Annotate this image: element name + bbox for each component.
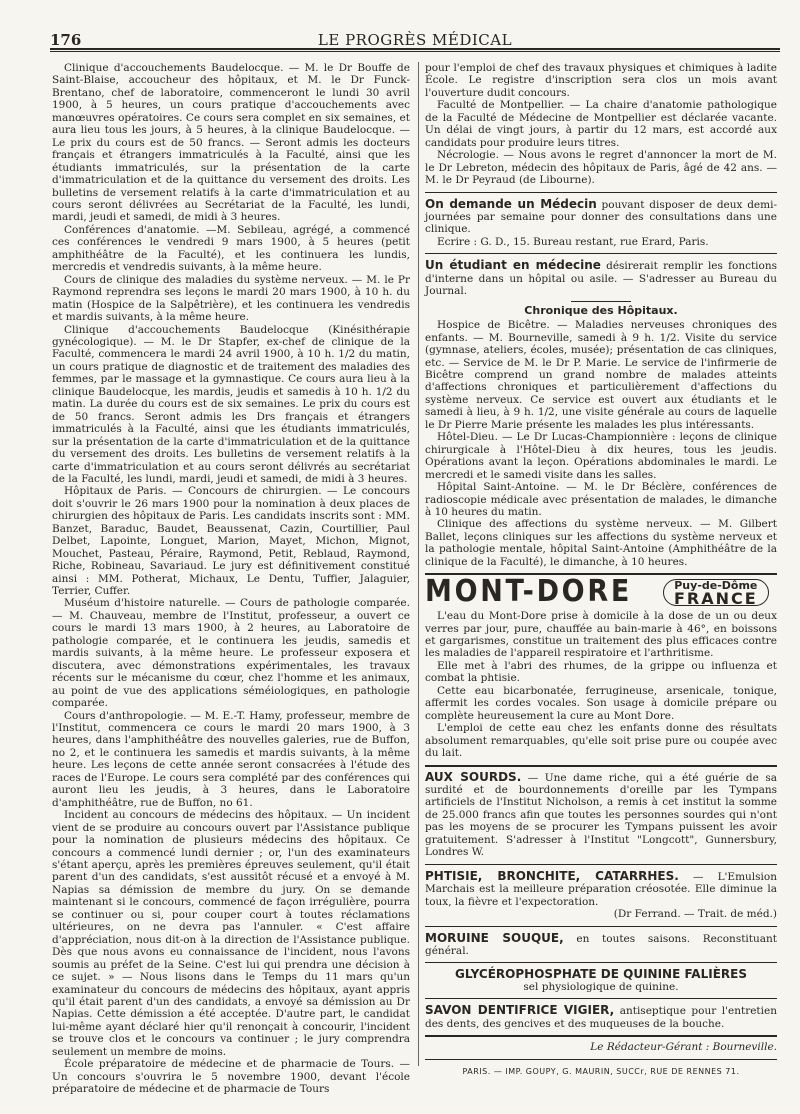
ad-aux-sourds xyxy=(425,771,777,859)
ad-etudiant-head: Un étudiant en médecine xyxy=(425,258,601,273)
journal-title: LE PROGRÈS MÉDICAL xyxy=(317,31,513,49)
rule xyxy=(425,926,777,927)
left-column xyxy=(52,62,410,1096)
right-column xyxy=(425,62,777,1078)
header-rule-thin xyxy=(50,51,780,52)
mont-dore-country: FRANCE xyxy=(673,588,758,608)
ad-moruine-body: en toutes saisons. Reconstituant général. xyxy=(425,932,778,957)
chronique-saint-antoine: Hôpital Saint-Antoine. — M. le Dr Béclère, conférences de radioscopie médicale avec présentation de malades, le dimanche à 10 heures du matin. xyxy=(425,481,777,518)
ad-glycerophosphate-body: sel physiologique de quinine. xyxy=(523,980,679,993)
ad-savon-body: antiseptique pour l'entretien des dents, des gencives et des muqueuses de la bouche. xyxy=(425,1005,777,1030)
ad-medecin-address: Ecrire : G. D., 15. Bureau restant, rue Erard, Paris. xyxy=(437,235,709,248)
ad-etudiant xyxy=(425,259,777,297)
header-rule xyxy=(50,48,780,50)
rule xyxy=(425,1059,777,1060)
ad-aux-sourds-head: AUX SOURDS. xyxy=(425,769,522,784)
ad-moruine xyxy=(425,932,777,958)
rule xyxy=(425,1035,777,1037)
ad-phtisie-body: — L'Emulsion Marchais est la meilleure préparation créosotée. Elle diminue la toux, la fièvre et l'expectoration. xyxy=(425,870,777,908)
mont-dore-text-4: L'emploi de cette eau chez les enfants donne des résultats absolument remarquables, qu'elle soit prise pure ou coupée avec du lait. xyxy=(425,722,777,760)
rule xyxy=(425,192,777,193)
article-ecole-tours: École préparatoire de médecine et de pharmacie de Tours. — Un concours s'ouvrira le 5 novembre 1900, devant l'école préparatoire de médecine et de pharmacie de Tours xyxy=(52,1058,410,1096)
ad-phtisie-head: PHTISIE, BRONCHITE, CATARRHES. xyxy=(425,868,679,883)
rule xyxy=(425,998,777,999)
mont-dore-text-2: Elle met à l'abri des rhumes, de la grippe ou influenza et combat la phtisie. xyxy=(425,659,777,685)
ad-aux-sourds-body: — Une dame riche, qui a été guérie de sa surdité et de bourdonnements d'oreille par les Tympans artificiels de l'Institut Nicholson, a remis à cet institut la somme de 25.000 francs afin que toutes les personnes sourdes qui n'ont pas les moyens de se procurer les Tympans puissent les avoir gratuitement. S'adresser à l'Institut "Longcott", Gunnersbury, Londres W. xyxy=(425,771,777,859)
article-anthropologie: Cours d'anthropologie. — M. E.-T. Hamy, professeur, membre de l'Institut, commencera ce cours le mardi 20 mars 1900, à 3 heures, dans l'amphithéâtre des nouvelles galeries, rue de Buffon, no 2, et le continuera les samedis et mardis suivants, à la même heure. Les leçons de cette année seront consacrées à l'étude des races de l'Europe. Le cours sera complété par des conférences qui auront lieu les jeudis, à 3 heures, dans le Laboratoire d'amphithéâtre, rue de Buffon, no 61. xyxy=(52,709,410,809)
ad-phtisie-reference: (Dr Ferrand. — Trait. de méd.) xyxy=(613,908,777,921)
article-kinesitherapie: Clinique d'accouchements Baudelocque (Kinésithérapie gynécologique). — M. le Dr Stapfer, ex-chef de clinique de la Faculté, commencera le mardi 24 avril 1900, à 10 h. 1/2 du matin, un cours pratique de diagnostic et de traitement des maladies des femmes, par le massage et la gymnastique. Ce cours aura lieu à la clinique Baudelocque, les mardis, jeudis et samedis à 10 h. 1/2 du matin. La durée du cours est de six semaines. Le prix du cours est de 50 francs. Seront admis les Drs français et étrangers immatriculés à la Faculté, ainsi que les étudiants immatriculés, sur la présentation de la carte d'immatriculation et de la quittance du versement des droits. Les bulletins de versement relatifs à la carte d'immatriculation et au cours seront délivrés au secrétariat de la Faculté, les lundi, mardi, jeudi et samedi, de midi à 3 heures. xyxy=(52,323,410,485)
mont-dore-text-1: L'eau du Mont-Dore prise à domicile à la dose de un ou deux verres par jour, pure, chauffée au bain-marie à 46°, en boissons et gargarismes, constitue un traitement des plus efficaces contre les maladies de l'appareil respiratoire et l'arthritisme. xyxy=(425,610,777,660)
article-incident-concours: Incident au concours de médecins des hôpitaux. — Un incident vient de se produire au concours ouvert par l'Assistance publique pour la nomination de plusieurs médecins des hôpitaux. Ce concours a commencé lundi dernier ; or, l'un des examinateurs s'étant aperçu, après les premières épreuves seulement, qu'il était parent d'un des candidats, s'est aussitôt récusé et a envoyé à M. Napias sa démission de membre du jury. On se demande maintenant si le concours, commencé de façon irrégulière, pourra se continuer ou si, pour couper court à toutes réclamations ultérieures, on ne devra pas l'annuler. « C'est affaire d'appréciation, nous dit-on à la direction de l'Assistance publique. Dès que nous avons eu connaissance de l'incident, nous l'avons soumis au préfet de la Seine. C'est lui qui prendra une décision à ce sujet. » — Nous lisons dans le Temps du 11 mars qu'un examinateur du concours de médecins des hôpitaux, ayant appris qu'il était parent d'un des candidats, a envoyé sa démission au Dr Napias. Cette démission a été acceptée. D'autre part, le candidat lui-même ayant déclaré hier qu'il renonçait à concourir, l'incident se trouve clos et le concours va continuer ; le jury comprendra seulement un membre de moins. xyxy=(52,809,410,1058)
mont-dore-banner xyxy=(425,574,777,610)
chronique-hotel-dieu: Hôtel-Dieu. — Le Dr Lucas-Championnière : leçons de clinique chirurgicale à l'Hôtel-Dieu à dix heures, tous les jeudis. Opérations avant la leçon. Opérations abdominales le mardi. Le mercredi et le samedi visite dans les salles. xyxy=(425,431,777,481)
article-necrologie: Nécrologie. — Nous avons le regret d'annoncer la mort de M. le Dr Lebreton, médecin des hôpitaux de Paris, âgé de 42 ans. — M. le Dr Peyraud (de Libourne). xyxy=(425,149,777,187)
short-rule xyxy=(571,301,631,302)
mont-dore-location xyxy=(663,579,769,606)
page-number: 176 xyxy=(50,31,82,49)
ad-savon-head: SAVON DENTIFRICE VIGIER, xyxy=(425,1003,615,1018)
article-concours-chirurgien: Hôpitaux de Paris. — Concours de chirurgien. — Le concours doit s'ouvrir le 26 mars 1900 pour la nomination à deux places de chirurgien des hôpitaux de Paris. Les candidats inscrits sont : MM. Banzet, Baraduc, Baudet, Beaussenat, Cazin, Courtillier, Paul Delbet, Lapointe, Longuet, Marion, Mayet, Michon, Mignot, Mouchet, Pasteau, Péraire, Raymond, Petit, Reblaud, Raymond, Riche, Robineau, Savariaud. Le jury est définitivement constitué ainsi : MM. Potherat, Michaux, Le Dentu, Tuffier, Jalaguier, Terrier, Cuffer. xyxy=(52,485,410,598)
ad-medecin xyxy=(425,198,777,236)
chronique-bicetre: Hospice de Bicêtre. — Maladies nerveuses chroniques des enfants. — M. Bourneville, samedi à 9 h. 1/2. Visite du service (gymnase, ateliers, écoles, musée); présentation de cas cliniques, etc. — Service de M. le Dr P. Marie. Le service de l'infirmerie de Bicêtre comprend un grand nombre de malades atteints d'affections chroniques et particulièrement d'affections du système nerveux. Ce service est ouvert aux étudiants et le samedi à lieu, à 9 h. 1/2, une visite générale au cours de laquelle le Dr Pierre Marie présente les malades les plus intéressants. xyxy=(425,319,777,431)
column-divider xyxy=(418,62,419,1066)
rule xyxy=(425,864,777,865)
gerant-signature: Le Rédacteur-Gérant : Bourneville. xyxy=(590,1041,777,1054)
rule xyxy=(425,253,777,254)
article-museum: Muséum d'histoire naturelle. — Cours de pathologie comparée. — M. Chauveau, membre de l'Institut, professeur, a ouvert ce cours le mardi 13 mars 1900, à 2 heures, au Laboratoire de pathologie comparée, et le continuera les jeudis, samedis et mardis suivants, à la même heure. Le professeur exposera et discutera, avec démonstrations expérimentales, les travaux récents sur le mécanisme du cœur, chez l'homme et les animaux, au point de vue des applications séméiologiques, en pathologie comparée. xyxy=(52,597,410,710)
ad-glycerophosphate-head: GLYCÉROPHOSPHATE DE QUININE FALIÈRES xyxy=(455,967,747,982)
article-ecole-tours-cont: pour l'emploi de chef des travaux physiques et chimiques à ladite École. Le registre d'inscription sera clos un mois avant l'ouverture dudit concours. xyxy=(425,62,777,99)
chronique-title: Chronique des Hôpitaux. xyxy=(524,303,678,317)
chronique-systeme-nerveux: Clinique des affections du système nerveux. — M. Gilbert Ballet, leçons cliniques sur les affections du système nerveux et la pathologie mentale, hôpital Saint-Antoine (Amphithéâtre de la clinique de la Faculté), le dimanche, à 10 heures. xyxy=(425,518,777,568)
ad-phtisie xyxy=(425,870,777,908)
mont-dore-region: Puy-de-Dôme xyxy=(674,579,758,593)
article-montpellier: Faculté de Montpellier. — La chaire d'anatomie pathologique de la Faculté de Médecine de Montpellier est déclarée vacante. Un délai de vingt jours, à partir du 12 mars, est accordé aux candidats pour produire leurs titres. xyxy=(425,99,777,149)
ad-medecin-body: pouvant disposer de deux demi-journées par semaine pour donner des consultations dans une clinique. xyxy=(425,198,777,236)
rule xyxy=(425,765,777,767)
ad-moruine-head: MORUINE SOUQUE, xyxy=(425,930,564,945)
rule xyxy=(425,962,777,963)
ad-medecin-head: On demande un Médecin xyxy=(425,196,597,211)
page-header xyxy=(50,28,780,50)
article-systeme-nerveux: Cours de clinique des maladies du système nerveux. — M. le Pr Raymond reprendra ses leçons le mardi 20 mars 1900, à 10 h. du matin (Hospice de la Salpêtrière), et les continuera les vendredis et mardis suivants, à la même heure. xyxy=(52,273,410,324)
mont-dore-text-3: Cette eau bicarbonatée, ferrugineuse, arsenicale, tonique, affermit les cordes vocales. Son usage à domicile prépare ou complète heureusement la cure au Mont Dore. xyxy=(425,684,777,722)
mont-dore-title: MONT-DORE xyxy=(425,574,632,610)
article-anatomie: Conférences d'anatomie. —M. Sebileau, agrégé, a commencé ces conférences le vendredi 9 mars 1900, à 5 heures (petit amphithéâtre de la Faculté), et les continuera les lundis, mercredis et vendredis suivants, à la même heure. xyxy=(52,223,410,274)
article-baudelocque: Clinique d'accouchements Baudelocque. — M. le Dr Bouffe de Saint-Blaise, accoucheur des hôpitaux, et M. le Dr Funck-Brentano, chef de laboratoire, commenceront le lundi 30 avril 1900, à 5 heures, un cours pratique d'accouchements avec manœuvres opératoires. Ce cours sera complet en six semaines, et aura lieu tous les jours, à 5 heures, à la clinique Baudelocque. — Le prix du cours est de 50 francs. — Seront admis les docteurs français et étrangers immatriculés à la Faculté, ainsi que les étudiants immatriculés, sur la présentation de la carte d'immatriculation et de la quittance du versement des droits. Les bulletins de versement relatifs à la carte d'immatriculation et au cours seront délivrées au Secrétariat de la Faculté, les lundi, mardi, jeudi et samedi, de midi à 3 heures. xyxy=(52,62,410,224)
ad-etudiant-body: désirerait remplir les fonctions d'interne dans un hôpital ou asile. — S'adresser au Bureau du Journal. xyxy=(425,260,778,298)
printer-line: PARIS. — IMP. GOUPY, G. MAURIN, SUCCr, RUE DE RENNES 71. xyxy=(462,1066,740,1076)
ad-savon xyxy=(425,1004,777,1030)
